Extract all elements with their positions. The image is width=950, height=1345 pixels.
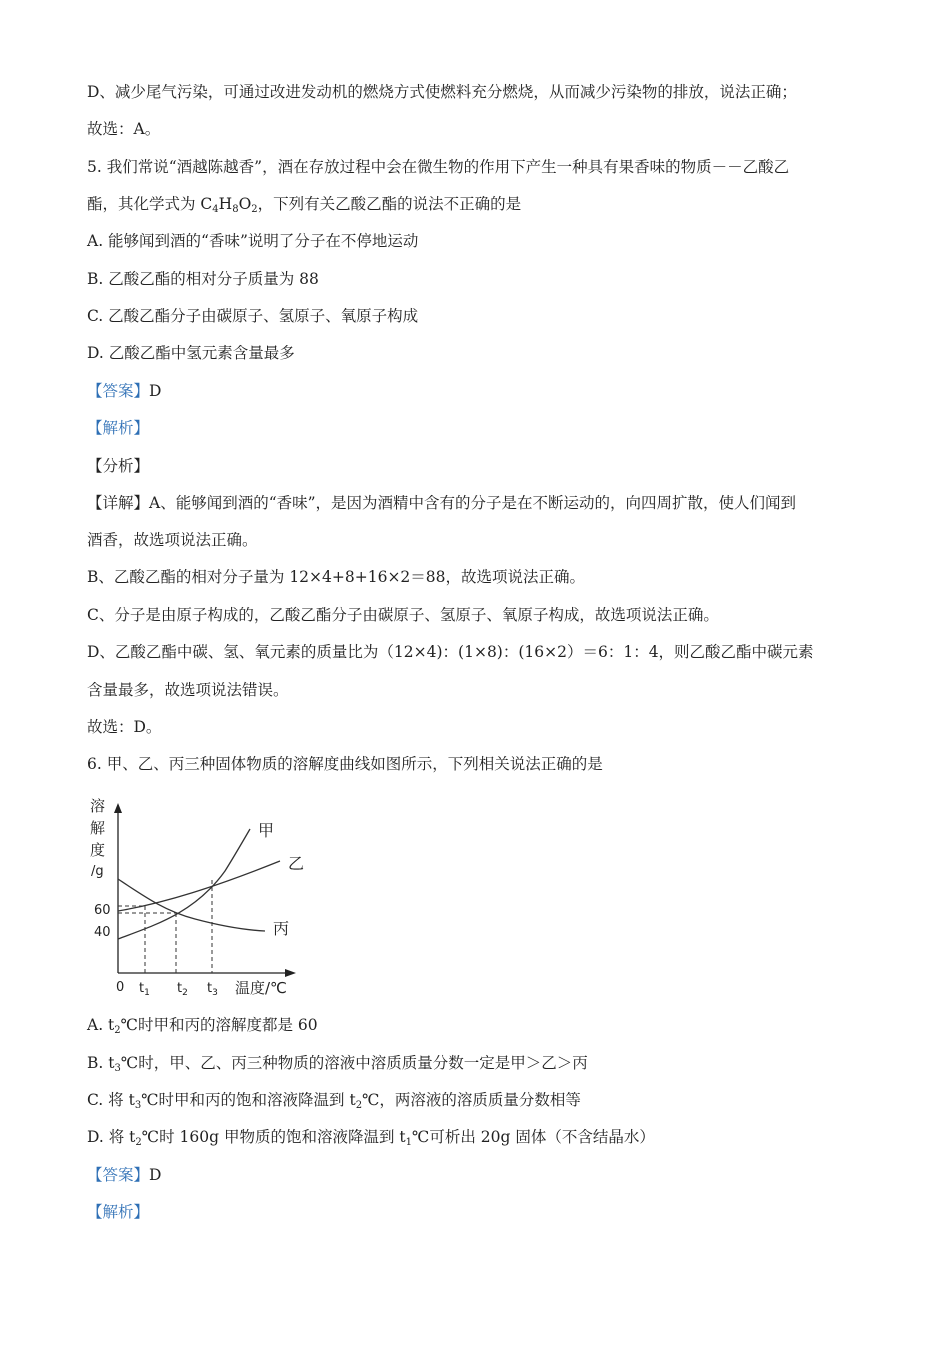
answer-6 <box>87 1164 161 1186</box>
fenxi-tag: 【分析】 <box>87 457 150 475</box>
ylabel-char: /g <box>91 864 104 879</box>
solubility-chart <box>85 793 325 1008</box>
choose-line: 故选：D。 <box>87 718 162 736</box>
option-d: D. 将 $t_2℃$时 160g 甲物质的饱和溶液降温到 $t_1℃$可析出 20g 固体（不含结晶水） <box>87 1128 655 1148</box>
answer-tag: 【答案】 <box>87 382 150 400</box>
y-axis-arrow <box>114 803 122 813</box>
series-label-yi: 乙 <box>288 854 305 873</box>
answer-value: D <box>149 382 162 400</box>
analysis-tag: 【解析】 <box>87 1203 150 1221</box>
curve-yi <box>118 861 280 911</box>
detail-a: 【详解】A、能够闻到酒的“香味”，是因为酒精中含有的分子是在不断运动的，向四周扩散，使人们闻到 <box>87 494 797 512</box>
detail-c: C、分子是由原子构成的，乙酸乙酯分子由碳原子、氢原子、氧原子构成，故选项说法正确。 <box>87 606 719 624</box>
ylabel-char: 度 <box>90 841 106 859</box>
answer-value: D <box>149 1166 162 1184</box>
text-line: 故选：A。 <box>87 120 161 138</box>
ylabel-char: 溶 <box>90 797 106 815</box>
detail-a-cont: 酒香，故选项说法正确。 <box>87 531 258 549</box>
option-b: B. $t_3℃$时，甲、乙、丙三种物质的溶液中溶质质量分数一定是甲＞乙＞丙 <box>87 1054 588 1074</box>
answer-tag: 【答案】 <box>87 1166 150 1184</box>
option-d: D. 乙酸乙酯中氢元素含量最多 <box>87 344 295 362</box>
series-label-jia: 甲 <box>258 821 275 840</box>
xtick-label: $t_1$ <box>139 981 150 998</box>
option-a: A. $t_2℃$时甲和丙的溶解度都是 60 <box>87 1016 318 1036</box>
option-c: C. 乙酸乙酯分子由碳原子、氢原子、氧原子构成 <box>87 307 419 325</box>
x-axis-arrow <box>285 969 296 977</box>
question-6-stem: 6. 甲、乙、丙三种固体物质的溶解度曲线如图所示，下列相关说法正确的是 <box>87 755 603 773</box>
ylabel-char: 解 <box>90 819 106 837</box>
text-line: D、减少尾气污染，可通过改进发动机的燃烧方式使燃料充分燃烧，从而减少污染物的排放，说法正确； <box>87 83 797 101</box>
origin-label: 0 <box>116 980 125 995</box>
ytick-label: 40 <box>94 925 111 940</box>
option-a: A. 能够闻到酒的“香味”说明了分子在不停地运动 <box>87 232 419 250</box>
ytick-label: 60 <box>94 903 111 918</box>
xtick-label: $t_2$ <box>177 981 188 998</box>
question-5-stem: 5. 我们常说“酒越陈越香”，酒在存放过程中会在微生物的作用下产生一种具有果香味的物质－－乙酸乙 <box>87 158 790 176</box>
detail-d: D、乙酸乙酯中碳、氢、氧元素的质量比为（12×4)：(1×8)：(16×2）＝6：1：4，则乙酸乙酯中碳元素 <box>87 643 814 661</box>
analysis-tag: 【解析】 <box>87 419 150 437</box>
detail-b: B、乙酸乙酯的相对分子量为 12×4+8+16×2＝88，故选项说法正确。 <box>87 568 586 586</box>
answer-5 <box>87 380 161 402</box>
xtick-label: $t_3$ <box>207 981 218 998</box>
question-5-stem-cont: 酯，其化学式为 $C_4H_8O_2$，下列有关乙酸乙酯的说法不正确的是 <box>87 195 522 215</box>
option-c: C. 将 $t_3℃$时甲和丙的饱和溶液降温到 $t_2℃$，两溶液的溶质质量分数相等 <box>87 1091 581 1111</box>
detail-tag: 【详解】 <box>87 494 150 512</box>
detail-d-cont: 含量最多，故选项说法错误。 <box>87 681 289 699</box>
xlabel: 温度/℃ <box>235 979 287 997</box>
option-b: B. 乙酸乙酯的相对分子质量为 88 <box>87 270 319 288</box>
curve-jia <box>118 829 250 939</box>
series-label-bing: 丙 <box>273 919 290 938</box>
